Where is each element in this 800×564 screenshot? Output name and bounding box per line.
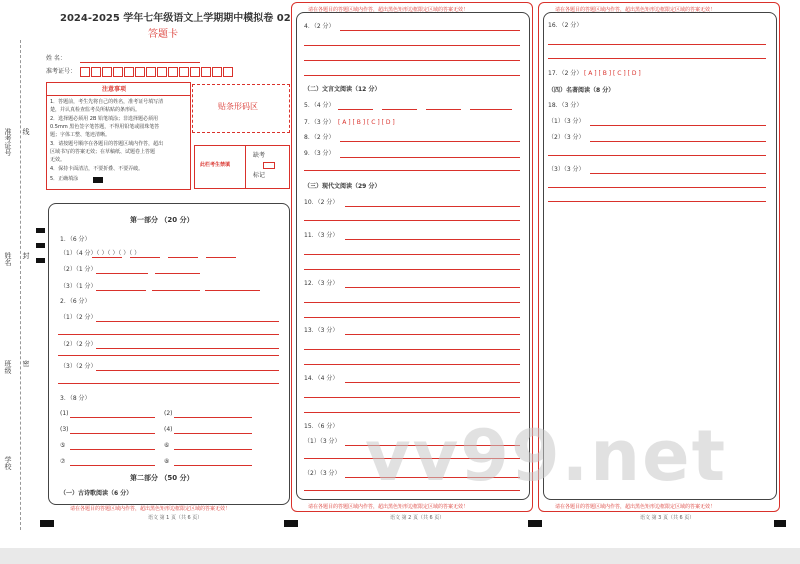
notice-item: 4．保持卡面清洁，不要折叠、不要弄破。 bbox=[50, 166, 144, 172]
q10-label: 10．（2 分） bbox=[304, 199, 339, 206]
col1-bottom-note: 请在各题目的答题区域内作答，超出黑色矩形边框限定区域的答案无效！ bbox=[70, 506, 231, 512]
absent-line2: 标记 bbox=[253, 172, 266, 179]
q9-label: 9．（3 分） bbox=[304, 150, 335, 157]
col1-footer: 语文 第 1 页（共 6 页） bbox=[148, 515, 203, 521]
q16-label: 16．（2 分） bbox=[548, 22, 583, 29]
q13-label: 13．（3 分） bbox=[304, 327, 339, 334]
notice-item: 楚，并认真检查监考员所粘贴的条形码。 bbox=[50, 107, 141, 113]
absent-line1: 缺考 bbox=[253, 152, 266, 159]
section4-title: （四）名著阅读（8 分） bbox=[548, 87, 615, 94]
page-title: 2024-2025 学年七年级语文上学期期中模拟卷 02 bbox=[60, 13, 291, 24]
q17-label: 17．（2 分） bbox=[548, 70, 583, 77]
q4-label: 4．（2 分） bbox=[304, 23, 335, 30]
q1-3-label: （3）（1 分） bbox=[60, 283, 97, 290]
notice-item: 2．选择题必须用 2B 铅笔填涂；非选择题必须用 bbox=[50, 116, 158, 122]
side-label-name: 姓名 bbox=[4, 252, 12, 266]
q2-label: 2．（6 分） bbox=[60, 298, 91, 305]
notice-item: 无效。 bbox=[50, 157, 66, 163]
q12-label: 12．（3 分） bbox=[304, 280, 339, 287]
q3-item: ⑤ bbox=[60, 442, 66, 449]
side-label-exam-no: 准考证号 bbox=[4, 128, 12, 156]
q17-options[interactable]: [ A ] [ B ] [ C ] [ D ] bbox=[584, 70, 641, 77]
q3-item: (3) bbox=[60, 426, 69, 433]
q18-2-label: （2）（3 分） bbox=[548, 134, 585, 141]
q7-options[interactable]: [ A ] [ B ] [ C ] [ D ] bbox=[338, 119, 395, 126]
notice-item: 0.5mm 黑色签字笔答题，不得用铅笔或圆珠笔答 bbox=[50, 124, 160, 130]
absent-label: 此栏考生禁填 bbox=[200, 162, 231, 168]
col3-footer: 语文 第 3 页（共 6 页） bbox=[640, 515, 695, 521]
q3-item: ⑥ bbox=[164, 442, 170, 449]
barcode-label: 贴条形码区 bbox=[218, 102, 258, 111]
side-label-line: 线 bbox=[22, 128, 30, 135]
side-label-school: 学校 bbox=[4, 456, 12, 470]
col3-top-note: 请在各题目的答题区域内作答，超出黑色矩形边框限定区域的答案无效！ bbox=[555, 7, 716, 13]
q8-label: 8．（2 分） bbox=[304, 134, 335, 141]
q3-item: (1) bbox=[60, 410, 69, 417]
q15-label: 15．（6 分） bbox=[304, 423, 339, 430]
notice-title: 注意事项 bbox=[102, 86, 127, 93]
q11-label: 11．（3 分） bbox=[304, 232, 339, 239]
col2-footer: 语文 第 2 页（共 6 页） bbox=[390, 515, 445, 521]
q1-label: 1．（6 分） bbox=[60, 236, 91, 243]
absent-box bbox=[194, 145, 290, 189]
poetry-section: （一）古诗歌阅读（6 分） bbox=[60, 490, 133, 497]
q1-1-label: （1）（4 分）（ ）（ ）（ ）（ ） bbox=[60, 250, 141, 257]
col2-bottom-note: 请在各题目的答题区域内作答，超出黑色矩形边框限定区域的答案无效！ bbox=[308, 504, 469, 510]
col3-bottom-note: 请在各题目的答题区域内作答，超出黑色矩形边框限定区域的答案无效！ bbox=[555, 504, 716, 510]
q5-label: 5．（4 分） bbox=[304, 102, 335, 109]
q3-item: ⑧ bbox=[164, 458, 170, 465]
name-label: 姓 名： bbox=[46, 55, 66, 62]
side-label-secret: 密 bbox=[22, 360, 30, 367]
q18-3-label: （3）（3 分） bbox=[548, 166, 585, 173]
exam-no-label: 准考证号： bbox=[46, 68, 77, 75]
q2-3-label: （3）（2 分） bbox=[60, 363, 97, 370]
q3-item: (4) bbox=[164, 426, 173, 433]
notice-item: 1．答题前，考生先将自己的姓名，准考证号填写清 bbox=[50, 99, 164, 105]
watermark: vv99.net bbox=[365, 415, 728, 497]
col2-top-note: 请在各题目的答题区域内作答，超出黑色矩形边框限定区域的答案无效！ bbox=[308, 7, 469, 13]
q15-2-label: （2）（3 分） bbox=[304, 470, 341, 477]
q7-label: 7．（3 分） bbox=[304, 119, 335, 126]
absent-checkbox[interactable] bbox=[263, 162, 275, 169]
q3-label: 3．（8 分） bbox=[60, 395, 91, 402]
q14-label: 14．（4 分） bbox=[304, 375, 339, 382]
notice-item: 5．正确填涂 bbox=[50, 176, 79, 182]
q3-item: ⑦ bbox=[60, 458, 66, 465]
side-label-seal: 封 bbox=[22, 252, 30, 259]
notice-box bbox=[46, 82, 191, 190]
barcode-area bbox=[192, 84, 290, 133]
notice-item: 区域书写的答案无效；在草稿纸、试题卷上答题 bbox=[50, 149, 156, 155]
part1-title: 第一部分 （20 分） bbox=[130, 216, 194, 224]
section2-title: （二）文言文阅读（12 分） bbox=[304, 86, 381, 93]
q1-2-label: （2）（1 分） bbox=[60, 266, 97, 273]
q18-label: 18．（3 分） bbox=[548, 102, 583, 109]
notice-item: 题；字体工整、笔迹清晰。 bbox=[50, 132, 111, 138]
q2-2-label: （2）（2 分） bbox=[60, 341, 97, 348]
notice-item: 3．请按题号顺序在各题目的答题区域内作答，超出 bbox=[50, 141, 164, 147]
q18-1-label: （1）（3 分） bbox=[548, 118, 585, 125]
side-label-class: 班级 bbox=[4, 360, 12, 374]
q2-1-label: （1）（2 分） bbox=[60, 314, 97, 321]
page-subtitle: 答题卡 bbox=[148, 29, 178, 40]
section3-title: （三）现代文阅读（29 分） bbox=[304, 183, 381, 190]
fill-sample-mark bbox=[93, 177, 103, 183]
q15-1-label: （1）（3 分） bbox=[304, 438, 341, 445]
part2-title: 第二部分 （50 分） bbox=[130, 474, 194, 482]
q3-item: (2) bbox=[164, 410, 173, 417]
